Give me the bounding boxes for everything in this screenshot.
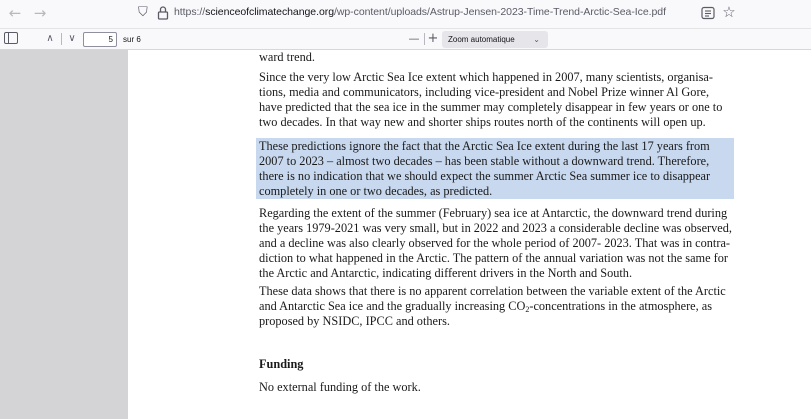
paragraph-1 <box>259 70 759 130</box>
subscript: 2 <box>525 305 530 315</box>
zoom-level-label: Zoom automatique <box>448 35 515 44</box>
text-line: These predictions ignore the fact that the Arctic Sea Ice extent during the last 17 years from <box>259 139 710 153</box>
text-line: the years 1979-2021 was very small, but in 2022 and 2023 a considerable decline was observed, <box>259 221 732 236</box>
url-domain: scienceofclimatechange.org <box>205 6 334 18</box>
funding-text <box>259 380 759 395</box>
paragraph-4 <box>259 284 759 329</box>
lock-icon[interactable] <box>157 5 169 21</box>
forward-arrow-icon[interactable]: → <box>33 4 47 22</box>
heading-text: Funding <box>259 357 304 371</box>
sidebar-toggle-icon[interactable] <box>4 32 18 44</box>
text-line: tions, media and communicators, including vice-president and Nobel Prize winner Al Gore, <box>259 85 710 100</box>
toolbar-separator <box>61 33 62 45</box>
text-line: No external funding of the work. <box>259 380 421 394</box>
url-path: /wp-content/uploads/Astrup-Jensen-2023-Time-Trend-Arctic-Sea-Ice.pdf <box>333 6 666 18</box>
text-span: and Antarctic Sea ice and the gradually increasing CO <box>259 299 526 314</box>
previous-page-icon[interactable]: ∧ <box>46 33 54 44</box>
back-arrow-icon[interactable]: ← <box>8 4 22 22</box>
text-line: 2007 to 2023 – almost two decades – has been stable without a downward trend. Therefore, <box>259 154 710 169</box>
text-line: diction to what happened in the Arctic. The pattern of the annual variation was not the same for <box>259 251 728 266</box>
chevron-down-icon: ⌄ <box>533 35 540 44</box>
paragraph-3 <box>259 206 759 281</box>
funding-heading <box>259 357 759 372</box>
pdf-viewer[interactable] <box>0 50 811 419</box>
page-number-input[interactable]: 5 <box>83 32 117 47</box>
reader-view-icon[interactable] <box>700 5 716 21</box>
text-line: have predicted that the sea ice in the summer may completely disappear in few years or one to <box>259 100 723 115</box>
pdf-page <box>128 50 811 419</box>
pdf-toolbar <box>0 28 811 50</box>
text-line: completely in one or two decades, as predicted. <box>259 184 493 199</box>
shield-icon[interactable]: ⛉ <box>138 5 148 20</box>
page-total-label: sur 6 <box>123 35 141 44</box>
text-line-co2 <box>259 299 759 314</box>
text-span: -concentrations in the atmosphere, as <box>529 299 713 314</box>
text-line: These data shows that there is no apparent correlation between the variable extent of the Arctic <box>259 284 726 298</box>
text-line: Since the very low Arctic Sea Ice extent which happened in 2007, many scientists, organisa- <box>259 70 713 84</box>
text-line: there is no indication that we should expect the summer Arctic Sea summer ice to disappear <box>259 169 711 184</box>
url-field[interactable] <box>174 6 666 18</box>
next-page-icon[interactable]: ∨ <box>68 33 76 44</box>
zoom-in-button[interactable]: + <box>427 31 439 46</box>
text-line: two decades. In that way new and shorter ships routes north of the continents will open up. <box>259 115 706 130</box>
paragraph-continuation <box>259 50 759 65</box>
text-line: and a decline was also clearly observed for the whole period of 2007- 2023. That was in contra- <box>259 236 730 251</box>
text-line: the Arctic and Antarctic, indicating different drivers in the North and South. <box>259 266 633 281</box>
zoom-select[interactable] <box>442 31 548 48</box>
text-line: proposed by NSIDC, IPCC and others. <box>259 314 450 329</box>
text-line: ward trend. <box>259 50 315 64</box>
paragraph-2-selected <box>259 139 759 199</box>
viewer-gutter <box>0 50 128 419</box>
zoom-out-button[interactable]: — <box>408 32 420 45</box>
address-bar-row <box>0 0 811 28</box>
url-prefix: https:// <box>174 6 206 18</box>
bookmark-star-icon[interactable]: ☆ <box>722 3 736 21</box>
text-line: Regarding the extent of the summer (February) sea ice at Antarctic, the downward trend during <box>259 206 728 220</box>
